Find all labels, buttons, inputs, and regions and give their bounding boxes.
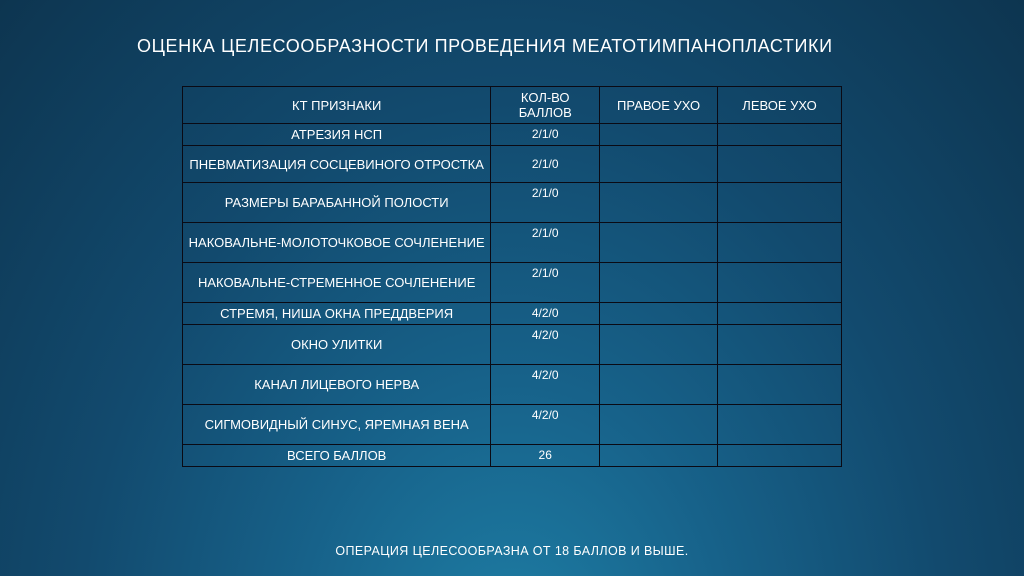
row-left-ear-cell	[718, 365, 842, 405]
row-right-ear-cell	[600, 365, 718, 405]
row-score: 2/1/0	[491, 263, 600, 303]
row-right-ear-cell	[600, 223, 718, 263]
row-criterion: КАНАЛ ЛИЦЕВОГО НЕРВА	[183, 365, 491, 405]
table-row	[183, 146, 842, 183]
table-row	[183, 183, 842, 223]
row-criterion: АТРЕЗИЯ НСП	[183, 124, 491, 146]
row-score: 4/2/0	[491, 303, 600, 325]
table-total-row	[183, 445, 842, 467]
row-right-ear-cell	[600, 146, 718, 183]
total-right-ear-cell	[600, 445, 718, 467]
row-score: 2/1/0	[491, 146, 600, 183]
row-left-ear-cell	[718, 183, 842, 223]
row-criterion: НАКОВАЛЬНЕ-МОЛОТОЧКОВОЕ СОЧЛЕНЕНИЕ	[183, 223, 491, 263]
total-left-ear-cell	[718, 445, 842, 467]
header-score-line1: КОЛ-ВО	[520, 90, 570, 105]
table-row	[183, 325, 842, 365]
row-left-ear-cell	[718, 405, 842, 445]
row-right-ear-cell	[600, 263, 718, 303]
table-row	[183, 223, 842, 263]
row-criterion: ПНЕВМАТИЗАЦИЯ СОСЦЕВИНОГО ОТРОСТКА	[183, 146, 491, 183]
slide-title: ОЦЕНКА ЦЕЛЕСООБРАЗНОСТИ ПРОВЕДЕНИЯ МЕАТОТИМПАНОПЛАСТИКИ	[137, 36, 833, 56]
row-right-ear-cell	[600, 124, 718, 146]
table-row	[183, 263, 842, 303]
row-right-ear-cell	[600, 303, 718, 325]
table-row	[183, 124, 842, 146]
row-score: 4/2/0	[491, 325, 600, 365]
row-criterion: ОКНО УЛИТКИ	[183, 325, 491, 365]
header-left-ear: ЛЕВОЕ УХО	[718, 87, 842, 124]
row-left-ear-cell	[718, 263, 842, 303]
row-criterion: НАКОВАЛЬНЕ-СТРЕМЕННОЕ СОЧЛЕНЕНИЕ	[183, 263, 491, 303]
total-label: ВСЕГО БАЛЛОВ	[183, 445, 491, 467]
row-criterion: РАЗМЕРЫ БАРАБАННОЙ ПОЛОСТИ	[183, 183, 491, 223]
criteria-table	[182, 86, 842, 467]
row-left-ear-cell	[718, 124, 842, 146]
row-left-ear-cell	[718, 325, 842, 365]
row-score: 4/2/0	[491, 405, 600, 445]
row-left-ear-cell	[718, 303, 842, 325]
row-score: 2/1/0	[491, 223, 600, 263]
row-left-ear-cell	[718, 146, 842, 183]
footnote: ОПЕРАЦИЯ ЦЕЛЕСООБРАЗНА ОТ 18 БАЛЛОВ И ВЫШЕ.	[335, 544, 689, 558]
row-left-ear-cell	[718, 223, 842, 263]
header-criteria: КТ ПРИЗНАКИ	[183, 87, 491, 124]
table-header-row	[183, 87, 842, 124]
table-row	[183, 405, 842, 445]
row-right-ear-cell	[600, 325, 718, 365]
row-criterion: СИГМОВИДНЫЙ СИНУС, ЯРЕМНАЯ ВЕНА	[183, 405, 491, 445]
row-criterion: СТРЕМЯ, НИША ОКНА ПРЕДДВЕРИЯ	[183, 303, 491, 325]
row-right-ear-cell	[600, 183, 718, 223]
row-score: 2/1/0	[491, 124, 600, 146]
row-score: 4/2/0	[491, 365, 600, 405]
table-row	[183, 303, 842, 325]
total-score: 26	[491, 445, 600, 467]
header-score	[491, 87, 600, 124]
row-right-ear-cell	[600, 405, 718, 445]
header-right-ear: ПРАВОЕ УХО	[600, 87, 718, 124]
header-score-line2: БАЛЛОВ	[518, 105, 572, 120]
row-score: 2/1/0	[491, 183, 600, 223]
table-row	[183, 365, 842, 405]
